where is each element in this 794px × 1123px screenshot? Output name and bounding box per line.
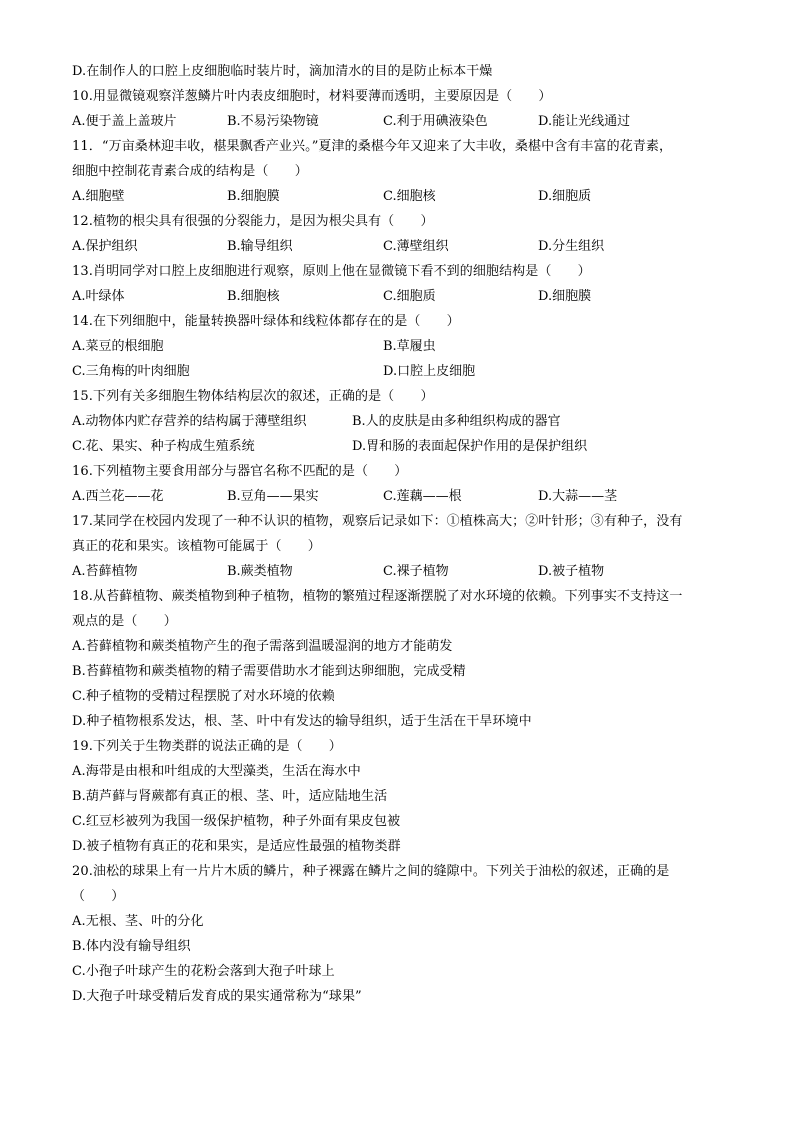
q11-options (72, 188, 732, 206)
q15-option-c: C.花、果实、种子构成生殖系统 (72, 439, 255, 454)
q14-options-row1 (72, 338, 732, 356)
q10-option-b: B.不易污染物镜 (227, 114, 319, 129)
q10-option-d: D.能让光线通过 (538, 114, 631, 129)
q12-option-a: A.保护组织 (72, 239, 138, 254)
q18-stem-line1: 18.从苔藓植物、蕨类植物到种子植物，植物的繁殖过程逐渐摆脱了对水环境的依赖。下列事实不支持这一 (72, 589, 683, 604)
q13-option-c: C.细胞质 (383, 289, 436, 304)
q17-stem-line1: 17.某同学在校园内发现了一种不认识的植物，观察后记录如下：①植株高大；②叶针形；③有种子，没有 (72, 514, 683, 529)
q13-option-d: D.细胞膜 (538, 289, 592, 304)
q17-option-a: A.苔藓植物 (72, 564, 138, 579)
q12-stem: 12.植物的根尖具有很强的分裂能力，是因为根尖具有（ ） (72, 214, 434, 229)
q15-options-row1 (72, 413, 732, 431)
q10-option-a: A.便于盖上盖玻片 (72, 114, 177, 129)
q18-option-d: D.种子植物根系发达，根、茎、叶中有发达的输导组织，适于生活在干旱环境中 (72, 714, 532, 729)
q12-options (72, 238, 732, 256)
q18-option-b: B.苔藓植物和蕨类植物的精子需要借助水才能到达卵细胞，完成受精 (72, 664, 466, 679)
q11-option-b: B.细胞膜 (227, 189, 280, 204)
q14-stem: 14.在下列细胞中，能量转换器叶绿体和线粒体都存在的是（ ） (72, 314, 460, 329)
q14-option-d: D.口腔上皮细胞 (383, 364, 476, 379)
q18-option-c: C.种子植物的受精过程摆脱了对水环境的依赖 (72, 689, 335, 704)
q15-option-a: A.动物体内贮存营养的结构属于薄壁组织 (72, 414, 307, 429)
q14-option-b: B.草履虫 (383, 339, 436, 354)
q14-option-c: C.三角梅的叶肉细胞 (72, 364, 190, 379)
q17-options (72, 563, 732, 581)
q14-options-row2 (72, 363, 732, 381)
q13-options (72, 288, 732, 306)
q10-options (72, 113, 732, 131)
q17-option-d: D.被子植物 (538, 564, 605, 579)
q12-option-b: B.输导组织 (227, 239, 293, 254)
q15-option-b: B.人的皮肤是由多种组织构成的器官 (352, 414, 561, 429)
q19-option-d: D.被子植物有真正的花和果实，是适应性最强的植物类群 (72, 839, 401, 854)
q16-option-c: C.莲藕——根 (383, 489, 462, 504)
q20-option-c: C.小孢子叶球产生的花粉会落到大孢子叶球上 (72, 964, 335, 979)
q15-options-row2 (72, 438, 732, 456)
q19-option-b: B.葫芦藓与肾蕨都有真正的根、茎、叶，适应陆地生活 (72, 789, 388, 804)
q13-stem: 13.肖明同学对口腔上皮细胞进行观察，原则上他在显微镜下看不到的细胞结构是（ ） (72, 264, 591, 279)
q11-option-a: A.细胞壁 (72, 189, 125, 204)
q16-stem: 16.下列植物主要食用部分与器官名称不匹配的是（ ） (72, 464, 408, 479)
q13-option-b: B.细胞核 (227, 289, 280, 304)
q20-stem-line1: 20.油松的球果上有一片片木质的鳞片，种子裸露在鳞片之间的缝隙中。下列关于油松的叙述，正确的是 (72, 864, 670, 879)
q12-option-d: D.分生组织 (538, 239, 605, 254)
q9-option-d: D.在制作人的口腔上皮细胞临时装片时，滴加清水的目的是防止标本干燥 (72, 64, 493, 79)
q16-option-b: B.豆角——果实 (227, 489, 319, 504)
q20-stem-line2: （ ） (72, 889, 125, 904)
q11-stem-line1: 11．“万亩桑林迎丰收，椹果飘香产业兴。”夏津的桑椹今年又迎来了大丰收，桑椹中含有丰富的花青素， (72, 139, 673, 154)
q18-stem-line2: 观点的是（ ） (72, 614, 177, 629)
q19-option-a: A.海带是由根和叶组成的大型藻类，生活在海水中 (72, 764, 361, 779)
q19-stem: 19.下列关于生物类群的说法正确的是（ ） (72, 739, 342, 754)
q20-option-d: D.大孢子叶球受精后发育成的果实通常称为“球果” (72, 989, 362, 1004)
q17-stem-line2: 真正的花和果实。该植物可能属于（ ） (72, 539, 321, 554)
q20-option-a: A.无根、茎、叶的分化 (72, 914, 204, 929)
q16-option-a: A.西兰花——花 (72, 489, 164, 504)
q15-option-d: D.胃和肠的表面起保护作用的是保护组织 (352, 439, 588, 454)
q16-option-d: D.大蒜——茎 (538, 489, 618, 504)
q14-option-a: A.菜豆的根细胞 (72, 339, 164, 354)
q10-option-c: C.利于用碘液染色 (383, 114, 488, 129)
q18-option-a: A.苔藓植物和蕨类植物产生的孢子需落到温暖湿润的地方才能萌发 (72, 639, 453, 654)
q10-stem: 10.用显微镜观察洋葱鳞片叶内表皮细胞时，材料要薄而透明，主要原因是（ ） (72, 89, 552, 104)
q12-option-c: C.薄壁组织 (383, 239, 449, 254)
q17-option-b: B.蕨类植物 (227, 564, 293, 579)
q16-options (72, 488, 732, 506)
q17-option-c: C.裸子植物 (383, 564, 449, 579)
q20-option-b: B.体内没有输导组织 (72, 939, 191, 954)
q11-option-c: C.细胞核 (383, 189, 436, 204)
q11-option-d: D.细胞质 (538, 189, 592, 204)
q13-option-a: A.叶绿体 (72, 289, 125, 304)
q11-stem-line2: 细胞中控制花青素合成的结构是（ ） (72, 164, 308, 179)
q15-stem: 15.下列有关多细胞生物体结构层次的叙述，正确的是（ ） (72, 389, 434, 404)
q19-option-c: C.红豆杉被列为我国一级保护植物，种子外面有果皮包被 (72, 814, 401, 829)
